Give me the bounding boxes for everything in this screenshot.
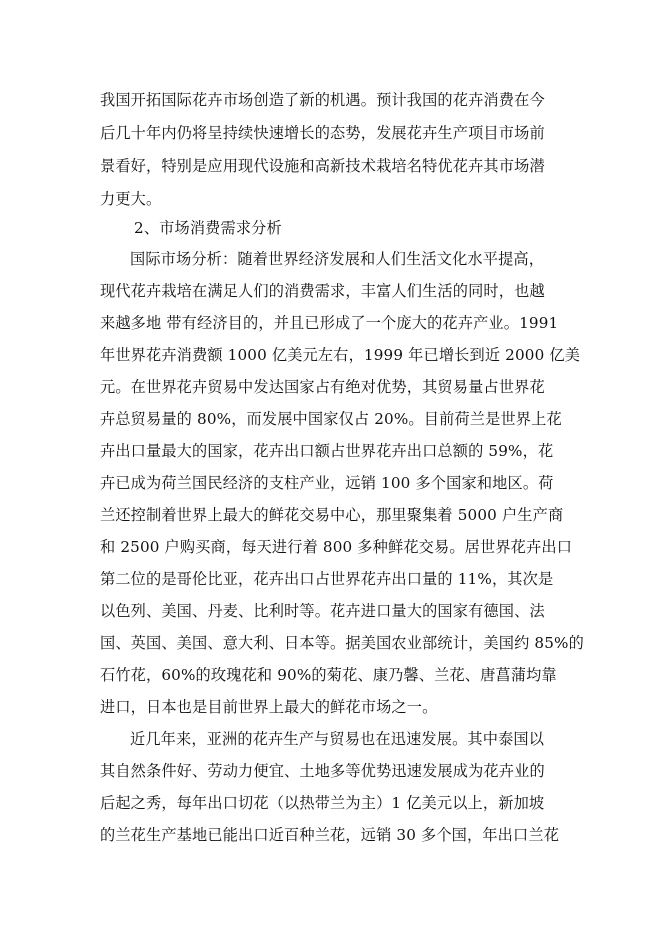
text-line: 的兰花生产基地已能出口近百种兰花，远销 30 多个国，年出口兰花 xyxy=(100,826,560,844)
text-line: 以色列、美国、丹麦、比利时等。花卉进口量大的国家有德国、法 xyxy=(100,602,545,620)
text-line: 和 2500 户购买商，每天进行着 800 多种鲜花交易。居世界花卉出口 xyxy=(100,538,573,556)
text-line: 石竹花，60%的玫瑰花和 90%的菊花、康乃馨、兰花、唐菖蒲均靠 xyxy=(100,666,557,684)
text-line: 后起之秀，每年出口切花（以热带兰为主）1 亿美元以上，新加坡 xyxy=(100,794,545,812)
text-line: 卉出口量最大的国家，花卉出口额占世界花卉出口总额的 59%，花 xyxy=(100,442,554,460)
text-line: 卉总贸易量的 80%，而发展中国家仅占 20%。目前荷兰是世界上花 xyxy=(100,410,562,428)
text-line: 景看好，特别是应用现代设施和高新技术栽培名特优花卉其市场潜 xyxy=(100,157,545,175)
text-line: 进口，日本也是目前世界上最大的鲜花市场之一。 xyxy=(100,698,438,716)
text-line: 国际市场分析：随着世界经济发展和人们生活文化水平提高， xyxy=(130,250,545,268)
text-line: 兰还控制着世界上最大的鲜花交易中心，那里聚集着 5000 户生产商 xyxy=(100,506,564,524)
text-line: 我国开拓国际花卉市场创造了新的机遇。预计我国的花卉消费在今 xyxy=(100,91,545,109)
text-line: 来越多地 带有经济目的，并且已形成了一个庞大的花卉产业。1991 xyxy=(100,314,559,332)
section-heading: 2、市场消费需求分析 xyxy=(134,219,282,237)
text-line: 其自然条件好、劳动力便宜、土地多等优势迅速发展成为花卉业的 xyxy=(100,762,545,780)
text-line: 年世界花卉消费额 1000 亿美元左右，1999 年已增长到近 2000 亿美 xyxy=(100,346,581,364)
text-line: 近几年来，亚洲的花卉生产与贸易也在迅速发展。其中泰国以 xyxy=(130,730,545,748)
text-line: 后几十年内仍将呈持续快速增长的态势，发展花卉生产项目市场前 xyxy=(100,124,545,142)
text-line: 第二位的是哥伦比亚，花卉出口占世界花卉出口量的 11%，其次是 xyxy=(100,570,554,588)
text-line: 现代花卉栽培在满足人们的消费需求，丰富人们生活的同时，也越 xyxy=(100,282,545,300)
text-line: 国、英国、美国、意大利、日本等。据美国农业部统计，美国约 85%的 xyxy=(100,634,584,652)
text-line: 力更大。 xyxy=(100,190,162,208)
text-line: 元。在世界花卉贸易中发达国家占有绝对优势，其贸易量占世界花 xyxy=(100,378,545,396)
text-line: 卉已成为荷兰国民经济的支柱产业，远销 100 多个国家和地区。荷 xyxy=(100,474,554,492)
